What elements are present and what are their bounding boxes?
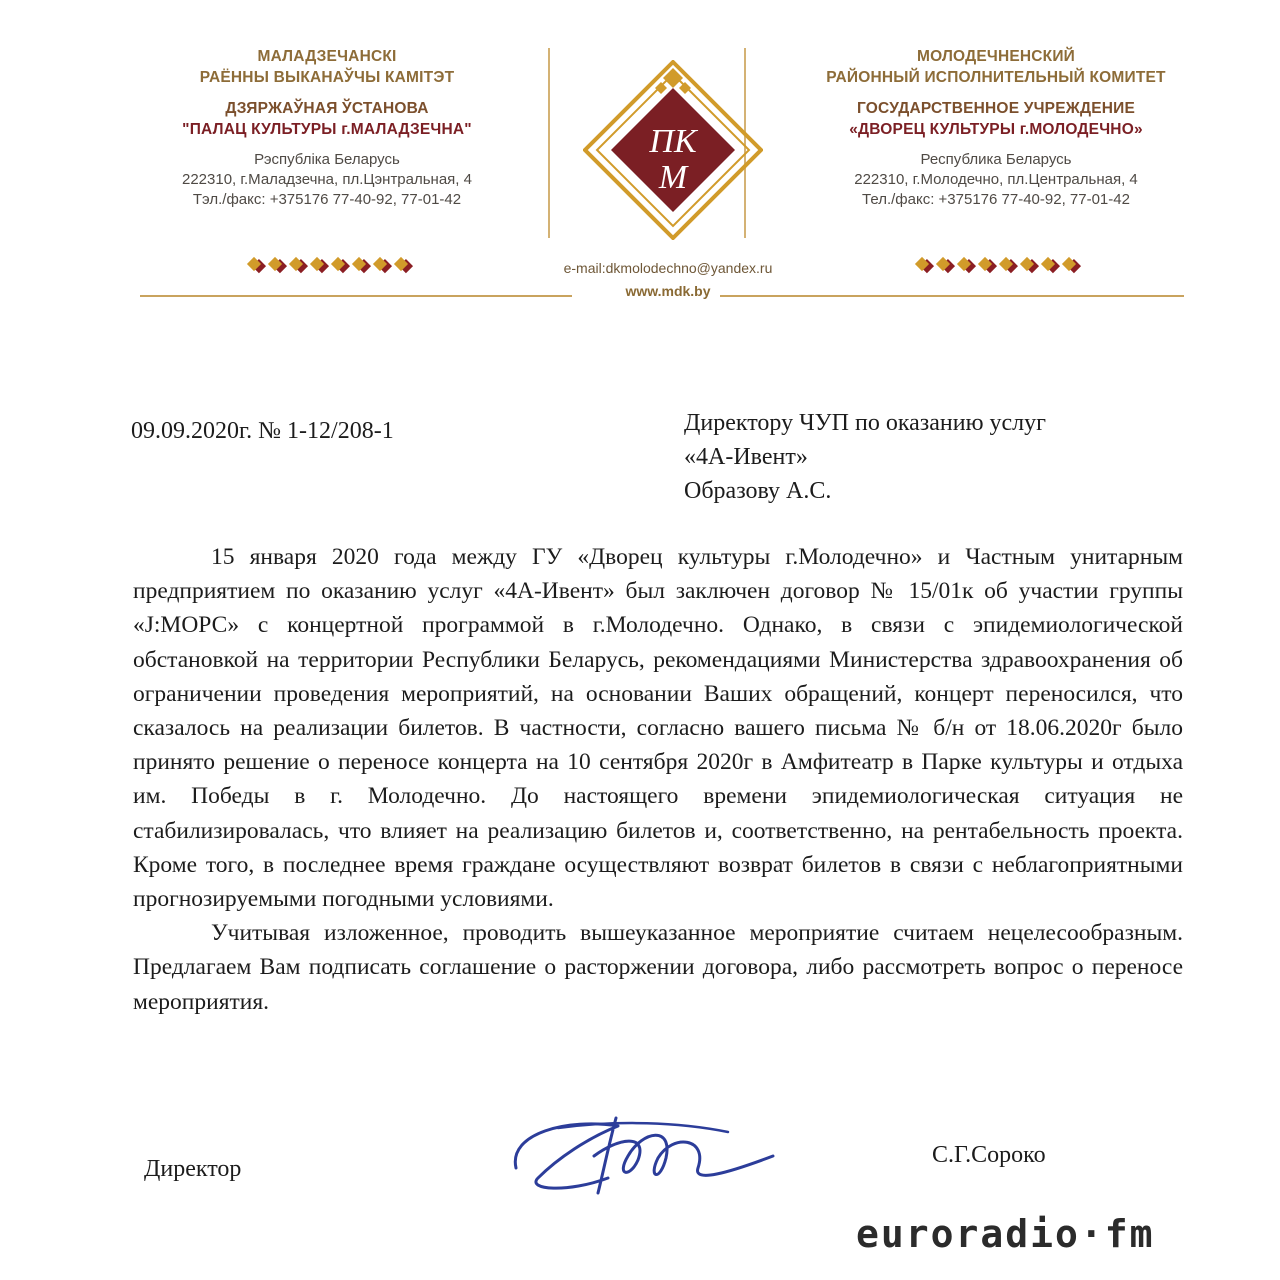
document-reference: 09.09.2020г. № 1-12/208-1 <box>131 418 394 444</box>
org-name-line1: МАЛАДЗЕЧАНСКІ <box>257 48 397 65</box>
ornament-diamond-icon <box>268 257 282 271</box>
ornament-diamond-icon <box>1062 257 1076 271</box>
ornament-diamond-icon <box>289 257 303 271</box>
addressee-line: Директору ЧУП по оказанию услуг <box>684 410 1047 436</box>
contact-website: www.mdk.by <box>625 283 711 299</box>
letter-body <box>133 540 1183 1019</box>
ornament-row-right <box>913 252 1078 278</box>
body-paragraph: 15 января 2020 года между ГУ «Дворец культуры г.Молодечно» и Частным унитарным предприятием по оказанию услуг «4А-Ивент» был заключен договор № 15/01к об участии группы «J:МОРС» с концертной программой в г.Молодечно. Однако, в связи с эпидемиологической обстановкой на территории Республики Беларусь, рекомендациями Министерства здравоохранения об ограничении проведения мероприятий, на основании Ваших обращений, концерт переносился, что сказалось на реализации билетов. В частности, согласно вашего письма № б/н от 18.06.2020г было принято решение о переносе концерта на 10 сентября 2020г в Амфитеатр в Парке культуры и отдыха им. Победы в г. Молодечно. До настоящего времени эпидемиологическая ситуация не стабилизировалась, что влияет на реализацию билетов и, соответственно, на рентабельность проекта. Кроме того, в последнее время граждане осуществляют возврат билетов в связи с неблагоприятными прогнозируемыми погодными условиями. <box>133 544 1183 913</box>
contact-email: e-mail:dkmolodechno@yandex.ru <box>563 260 773 276</box>
institution-type: ДЗЯРЖАЎНАЯ ЎСТАНОВА <box>225 100 429 117</box>
institution-name: "ПАЛАЦ КУЛЬТУРЫ г.МАЛАДЗЕЧНА" <box>182 121 472 138</box>
ornament-diamond-icon <box>373 257 387 271</box>
org-name-line2: РАЙОННЫЙ ИСПОЛНИТЕЛЬНЫЙ КОМИТЕТ <box>826 69 1166 86</box>
ornament-diamond-icon <box>394 257 408 271</box>
ornament-diamond-icon <box>957 257 971 271</box>
signatory-name: С.Г.Сороко <box>932 1142 1046 1168</box>
handwritten-signature <box>498 1098 798 1208</box>
logo-text-top: ПК <box>649 123 697 160</box>
logo-text-bottom: М <box>658 159 688 196</box>
letterhead-left <box>127 46 527 210</box>
org-name-line1: МОЛОДЕЧНЕНСКИЙ <box>916 48 1076 65</box>
phone: Тэл./факс: +375176 77-40-92, 77-01-42 <box>192 191 462 208</box>
letterhead-right <box>796 46 1196 210</box>
ornament-diamond-icon <box>1041 257 1055 271</box>
ornament-diamond-icon <box>352 257 366 271</box>
ornament-diamond-icon <box>310 257 324 271</box>
ornament-diamond-icon <box>936 257 950 271</box>
addressee-block <box>684 406 1046 508</box>
institution-name: «ДВОРЕЦ КУЛЬТУРЫ г.МОЛОДЕЧНО» <box>849 121 1143 138</box>
signatory-title: Директор <box>144 1156 242 1182</box>
header-divider-right <box>720 295 1184 297</box>
euroradio-watermark: euroradio·fm <box>856 1212 1155 1256</box>
address: 222310, г.Маладзечна, пл.Цэнтральная, 4 <box>181 171 472 188</box>
org-name-line2: РАЁННЫ ВЫКАНАЎЧЫ КАМІТЭТ <box>199 69 455 86</box>
country: Рэспубліка Беларусь <box>254 151 400 168</box>
addressee-line: «4А-Ивент» <box>684 444 808 470</box>
palace-of-culture-logo <box>583 60 763 240</box>
ornament-diamond-icon <box>1020 257 1034 271</box>
phone: Тел./факс: +375176 77-40-92, 77-01-42 <box>862 191 1130 208</box>
ornament-diamond-icon <box>999 257 1013 271</box>
ornament-row-left <box>245 252 410 278</box>
ornament-diamond-icon <box>247 257 261 271</box>
country: Республика Беларусь <box>920 151 1072 168</box>
vertical-divider-left <box>548 48 550 238</box>
institution-type: ГОСУДАРСТВЕННОЕ УЧРЕЖДЕНИЕ <box>856 100 1136 117</box>
ornament-diamond-icon <box>331 257 345 271</box>
header-divider-left <box>140 295 572 297</box>
ornament-diamond-icon <box>978 257 992 271</box>
body-paragraph: Учитывая изложенное, проводить вышеуказанное мероприятие считаем нецелесообразным. Предлагаем Вам подписать соглашение о расторжении договора, либо рассмотреть вопрос о переносе мероприятия. <box>133 920 1183 1015</box>
address: 222310, г.Молодечно, пл.Центральная, 4 <box>854 171 1138 188</box>
addressee-line: Образову А.С. <box>684 478 832 504</box>
ornament-diamond-icon <box>915 257 929 271</box>
